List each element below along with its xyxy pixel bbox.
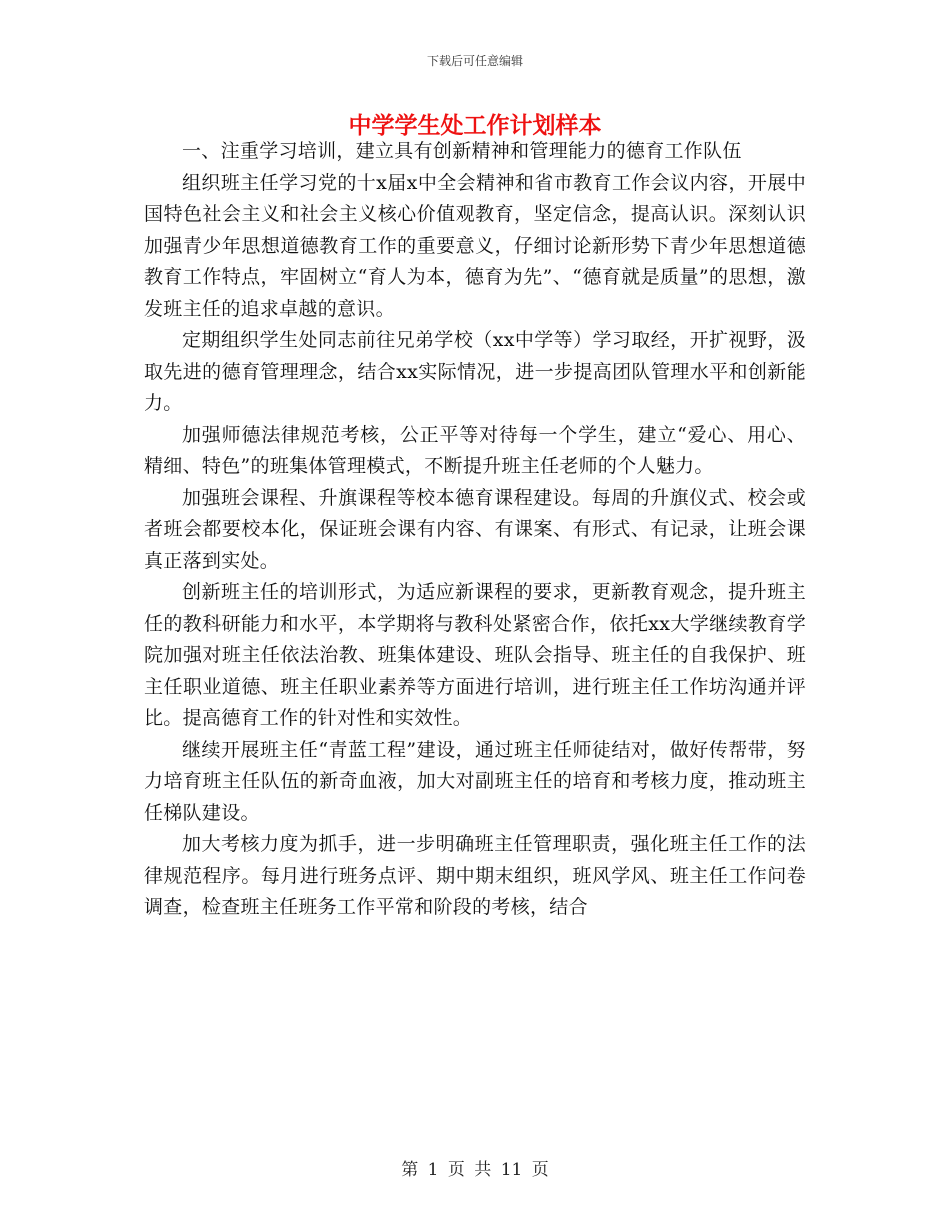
page-number: 第 1 页 共 11 页	[401, 1160, 549, 1180]
paragraph: 加强班会课程、升旗课程等校本德育课程建设。每周的升旗仪式、校会或者班会都要校本化，保证班会课有内容、有课案、有形式、有记录，让班会课真正落到实处。	[144, 486, 806, 572]
paragraph: 加强师德法律规范考核，公正平等对待每一个学生，建立“爱心、用心、精细、特色”的班集体管理模式，不断提升班主任老师的个人魅力。	[144, 423, 806, 477]
document-title: 中学学生处工作计划样本	[348, 112, 602, 139]
paragraph: 组织班主任学习党的十x届x中全会精神和省市教育工作会议内容，开展中国特色社会主义和社会主义核心价值观教育，坚定信念，提高认识。深刻认识加强青少年思想道德教育工作的重要意义，仔细讨论新形势下青少年思想道德教育工作特点，牢固树立“育人为本，德育为先”、“德育就是质量”的思想，激发班主任的追求卓越的意识。	[144, 171, 806, 320]
header-note: 下载后可任意编辑	[426, 54, 523, 68]
paragraph: 定期组织学生处同志前往兄弟学校（xx中学等）学习取经，开扩视野，汲取先进的德育管理理念，结合xx实际情况，进一步提高团队管理水平和创新能力。	[144, 329, 806, 414]
paragraph: 创新班主任的培训形式，为适应新课程的要求，更新教育观念，提升班主任的教科研能力和水平，本学期将与教科处紧密合作，依托xx大学继续教育学院加强对班主任依法治教、班集体建设、班队会指导、班主任的自我保护、班主任职业道德、班主任职业素养等方面进行培训，进行班主任工作坊沟通并评比。提高德育工作的针对性和实效性。	[144, 581, 806, 729]
paragraph: 加大考核力度为抓手，进一步明确班主任管理职责，强化班主任工作的法律规范程序。每月进行班务点评、期中期末组织，班风学风、班主任工作问卷调查，检查班主任班务工作平常和阶段的考核，结合	[144, 833, 806, 918]
paragraph: 继续开展班主任“青蓝工程”建设，通过班主任师徒结对，做好传帮带，努力培育班主任队伍的新奇血液，加大对副班主任的培育和考核力度，推动班主任梯队建设。	[144, 738, 806, 824]
section-heading: 一、注重学习培训，建立具有创新精神和管理能力的德育工作队伍	[182, 140, 742, 162]
document-body	[144, 136, 806, 924]
